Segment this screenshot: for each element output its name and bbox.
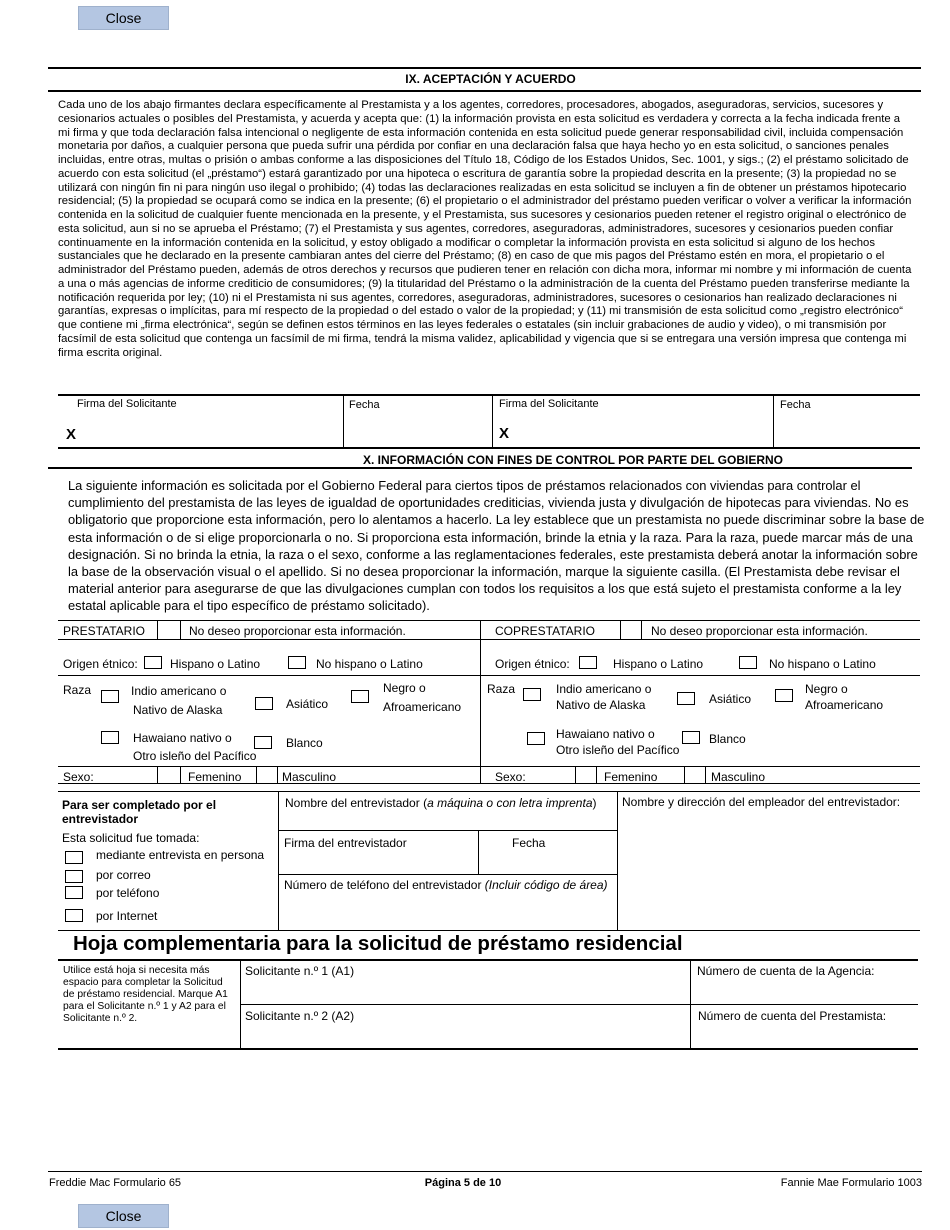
borrower-hispanic-label: Hispano o Latino [170,657,261,671]
lender-account-label: Número de cuenta del Prestamista: [698,1009,887,1023]
internet-checkbox[interactable] [65,909,83,922]
signature-x-mark: X [499,425,510,442]
coborrower-decline-label: No deseo proporcionar esta información. [651,624,868,638]
footer-right: Fannie Mae Formulario 1003 [780,1177,922,1189]
footer-left: Freddie Mac Formulario 65 [49,1177,182,1189]
telephone-checkbox[interactable] [65,886,83,899]
interviewer-signature-label: Firma del entrevistador [284,836,407,850]
applicant-2-field[interactable] [243,1024,687,1046]
supplement-note: Utilice está hoja si necesita más espacio para completar la Solicitud de préstamo residencial. Marque A1 para el Solicitante n.º 1 y A2 para el Solicitante n.º 2. [63,965,228,1024]
interviewer-phone-label [284,878,608,892]
date-label: Fecha [780,399,811,411]
grid-line [58,791,920,792]
applicant-1-field[interactable] [243,980,687,1002]
borrower-race-label: Raza [63,683,92,697]
interviewer-name-label-italic: a máquina o con letra imprenta [427,796,593,810]
coborrower-decline-checkbox[interactable] [621,621,640,638]
grid-line [58,675,920,676]
supplement-title: Hoja complementaria para la solicitud de préstamo residencial [73,932,683,955]
coborrower-black-label-1: Negro o [805,682,848,696]
coborrower-hispanic-label: Hispano o Latino [613,657,704,671]
applicant-signature-field[interactable] [80,416,342,446]
divider [596,766,597,783]
mail-checkbox[interactable] [65,870,83,883]
borrower-hawaiian-label-1: Hawaiano nativo o [133,731,232,745]
acknowledgement-text: Cada uno de los abajo firmantes declara específicamente al Prestamista y a los agentes, corredores, procesadores, abogados, aseguradoras, servicios, sucesores y cesionarios actuales o posibles del Prestamista, y acuerda y acepta que: (1) la información provista en esta solicitud es verdadera y correcta a la fecha indicada frente a mi firma y que toda declaración falsa intencional o negligente de esta información contenida en esta solicitud puede generar responsabilidad civil, incluida compensación monetaria por daños, a cualquier persona que pueda sufrir una pérdida por confiar en una declaración falsa que haya hecho yo en esta solicitud, o sanciones penales incluidas, entre otras, multas o prisión o ambas conforme a las disposiciones del Título 18, Código de los Estados Unidos, Sec. 1001, y sigs.; (2) el préstamo solicitado de acuerdo con esta solicitud (el „préstamo“) estará garantizado por una hipoteca o escritura de garantía sobre la propiedad descrita en la presente; (3) la propiedad no se utilizará con ningún fin ni para ningún uso ilegal o prohibido; (4) todas las declaraciones realizadas en esta solicitud se incluyen a fin de obtener un préstamos hipotecario residencial; (5) la propiedad se ocupará como se indica en la presente; (6) el propietario o el administrador del préstamo pueden verificar o volver a verificar la información contenida en la solicitud de cualquier fuente mencionada en la presente, y el Prestamista, sus sucesores y cesionarios pueden retener el registro original o electrónico de esta solicitud, aun si no se aprueba el Préstamo; (7) el Prestamista y sus agentes, corredores, aseguradoras, administradores, sucesores y cesionarios pueden confiar continuamente en la información contenida en la solicitud, y estoy obligado a modificar o completar la información provista en esta solicitud si alguno de los hechos sustanciales que he declarado en la presente cambiaran antes del cierre del Préstamo; (8) en caso de que mis pagos del Préstamo estén en mora, el propietario o el administrador del Préstamo pueden, además de otros derechos y recursos que pudieren tener en relación con dicha mora, informar mi nombre y mi información de cuenta a una o más agencias de informe crediticio de consumidores; (9) la titularidad del Préstamo o la administración de la cuenta del Préstamo pueden transferirse mediante la notificación requerida por ley; (10) ni el Prestamista ni sus agentes, corredores, aseguradoras, administradores, sucesores o cesionarios han realizado declaraciones ni garantías, expresas o implícitas, para mí respecto de la propiedad o del estado o valor de la propiedad; y (11) mi transmisión de esta solicitud como „registro electrónico“ que contiene mi „firma electrónica“, según se definen estos términos en las leyes federales o estatales (sin incluir grabaciones de audio y video), o mi transmisión por facsímil de esta solicitud que contenga un facsímil de mi firma, tendrá la misma validez, aplicabilidad y vigencia que si se entregara una versión impresa que contenga mi firma escrita original. [58,99,912,359]
applicant-date-field[interactable] [346,414,490,446]
grid-line [278,874,617,875]
grid-line [58,766,920,767]
divider [480,620,481,783]
coborrower-native-checkbox[interactable] [523,688,541,701]
coborrower-female-label: Femenino [604,770,658,784]
date-label: Fecha [349,399,380,411]
interviewer-name-label [285,796,597,810]
section-divider [48,467,912,469]
borrower-not-hispanic-label: No hispano o Latino [316,657,423,671]
borrower-male-checkbox[interactable] [257,767,276,782]
interviewer-date-label: Fecha [512,836,546,850]
coborrower-asian-checkbox[interactable] [677,692,695,705]
borrower-not-hispanic-checkbox[interactable] [288,656,306,669]
borrower-female-checkbox[interactable] [158,767,179,782]
signature-row-bottom [58,447,920,449]
divider [180,766,181,783]
grid-line [278,830,617,831]
supplement-bottom-line [58,1048,918,1050]
interviewer-name-field[interactable] [281,812,614,828]
close-button-top[interactable]: Close [78,6,169,30]
coborrower-race-label: Raza [487,682,516,696]
coborrower-native-label-2: Nativo de Alaska [556,698,646,712]
borrower-decline-label: No deseo proporcionar esta información. [189,624,406,638]
coapplicant-signature-label: Firma del Solicitante [499,398,599,410]
coborrower-white-label: Blanco [709,732,746,746]
grid-line [240,1004,918,1005]
interviewer-name-label-start: Nombre del entrevistador ( [285,796,428,810]
section-divider [48,90,921,92]
application-taken-label: Esta solicitud fue tomada: [62,831,200,845]
borrower-native-label-2: Nativo de Alaska [133,703,223,717]
borrower-black-label-2: Afroamericano [383,700,462,714]
borrower-asian-checkbox[interactable] [255,697,273,710]
applicant-2-label: Solicitante n.º 2 (A2) [245,1009,355,1023]
divider [617,791,618,930]
lender-account-field[interactable] [693,1024,917,1046]
coborrower-black-label-2: Afroamericano [805,698,884,712]
coborrower-sex-label: Sexo: [495,770,526,784]
coapplicant-date-field[interactable] [776,414,918,446]
interviewer-phone-label-start: Número de teléfono del entrevistador [284,878,485,892]
divider [180,620,181,639]
coborrower-hawaiian-label-1: Hawaiano nativo o [556,727,655,741]
telephone-label: por teléfono [96,886,160,900]
coborrower-male-label: Masculino [711,770,766,784]
grid-line [58,620,920,621]
grid-line [58,930,920,931]
government-monitoring-text: La siguiente información es solicitada por el Gobierno Federal para ciertos tipos de préstamos relacionados con viviendas para controlar el cumplimiento del prestamista de las leyes de igualdad de oportunidades crediticias, vivienda justa y divulgación de hipotecas para viviendas. No es obligatorio que proporcione esta información, pero lo alentamos a hacerlo. La ley establece que un prestamista no puede discriminar sobre la base de esta información o de si elige proporcionarla o no. Si proporciona esta información, brinde la etnia y la raza. Para la raza, puede marcar más de una designación. Si no brinda la etnia, la raza o el sexo, conforme a las reglamentaciones federales, este prestamista deberá anotar la información sobre la base de la observación visual o el apellido. Si no desea proporcionar la información, marque la siguiente casilla. (El Prestamista debe revisar el material anterior para asegurarse de que las divulgaciones cumplan con todos los requisitos a los que está sujeto el prestamista conforme a la ley estatal aplicable para el tipo específico de préstamo solicitado). [68,478,925,614]
section-10-title: X. INFORMACIÓN CON FINES DE CONTROL POR PARTE DEL GOBIERNO [362,453,784,467]
coborrower-female-checkbox[interactable] [576,767,595,782]
borrower-sex-label: Sexo: [63,770,94,784]
face-to-face-checkbox[interactable] [65,851,83,864]
face-to-face-label: mediante entrevista en persona [96,848,265,862]
interviewer-signature-field[interactable] [281,852,475,872]
interviewer-employer-field[interactable] [620,812,918,928]
coapplicant-signature-field[interactable] [512,416,770,446]
borrower-white-label: Blanco [286,736,323,750]
agency-account-field[interactable] [693,980,917,1002]
borrower-female-label: Femenino [188,770,242,784]
borrower-black-checkbox[interactable] [351,690,369,703]
interviewer-name-label-end: ) [592,796,597,810]
coborrower-ethnic-label: Origen étnico: [495,657,570,671]
supplement-top-line [58,959,918,961]
section-divider [48,67,921,69]
borrower-decline-checkbox[interactable] [158,621,179,638]
coborrower-white-checkbox[interactable] [682,731,700,744]
coborrower-header: COPRESTATARIO [495,624,596,638]
divider [278,791,279,930]
interviewer-date-field[interactable] [481,852,615,872]
interviewer-complete-title: Para ser completado por el entrevistador [62,798,217,826]
applicant-signature-label: Firma del Solicitante [77,398,177,410]
interviewer-phone-label-italic: (Incluir código de área) [484,878,608,892]
signature-x-mark: X [66,426,77,443]
coborrower-not-hispanic-checkbox[interactable] [739,656,757,669]
borrower-male-label: Masculino [282,770,337,784]
divider [277,766,278,783]
borrower-asian-label: Asiático [286,697,329,711]
coborrower-not-hispanic-label: No hispano o Latino [769,657,876,671]
interviewer-phone-field[interactable] [281,896,614,928]
divider [478,830,479,874]
applicant-1-label: Solicitante n.º 1 (A1) [245,964,355,978]
divider [773,394,774,448]
interviewer-employer-label: Nombre y dirección del empleador del entrevistador: [622,795,901,809]
borrower-hawaiian-label-2: Otro isleño del Pacífico [133,749,257,763]
coborrower-black-checkbox[interactable] [775,689,793,702]
divider [492,394,493,448]
divider [641,620,642,639]
agency-account-label: Número de cuenta de la Agencia: [697,964,875,978]
borrower-hispanic-checkbox[interactable] [144,656,162,669]
borrower-native-checkbox[interactable] [101,690,119,703]
coborrower-asian-label: Asiático [709,692,752,706]
mail-label: por correo [96,868,151,882]
divider [705,766,706,783]
borrower-ethnic-label: Origen étnico: [63,657,138,671]
divider [240,960,241,1049]
divider [690,960,691,1049]
borrower-native-label-1: Indio americano o [131,684,227,698]
coborrower-hispanic-checkbox[interactable] [579,656,597,669]
coborrower-male-checkbox[interactable] [685,767,704,782]
close-button-bottom[interactable]: Close [78,1204,169,1228]
borrower-header: PRESTATARIO [63,624,146,638]
coborrower-hawaiian-checkbox[interactable] [527,732,545,745]
signature-row-top [58,394,920,396]
section-9-title: IX. ACEPTACIÓN Y ACUERDO [405,72,576,86]
borrower-black-label-1: Negro o [383,681,426,695]
footer-rule [48,1171,922,1172]
borrower-hawaiian-checkbox[interactable] [101,731,119,744]
coborrower-native-label-1: Indio americano o [556,682,652,696]
divider [343,394,344,448]
borrower-white-checkbox[interactable] [254,736,272,749]
coborrower-hawaiian-label-2: Otro isleño del Pacífico [556,743,680,757]
grid-line [58,639,920,640]
page-number: Página 5 de 10 [424,1177,502,1189]
internet-label: por Internet [96,909,158,923]
